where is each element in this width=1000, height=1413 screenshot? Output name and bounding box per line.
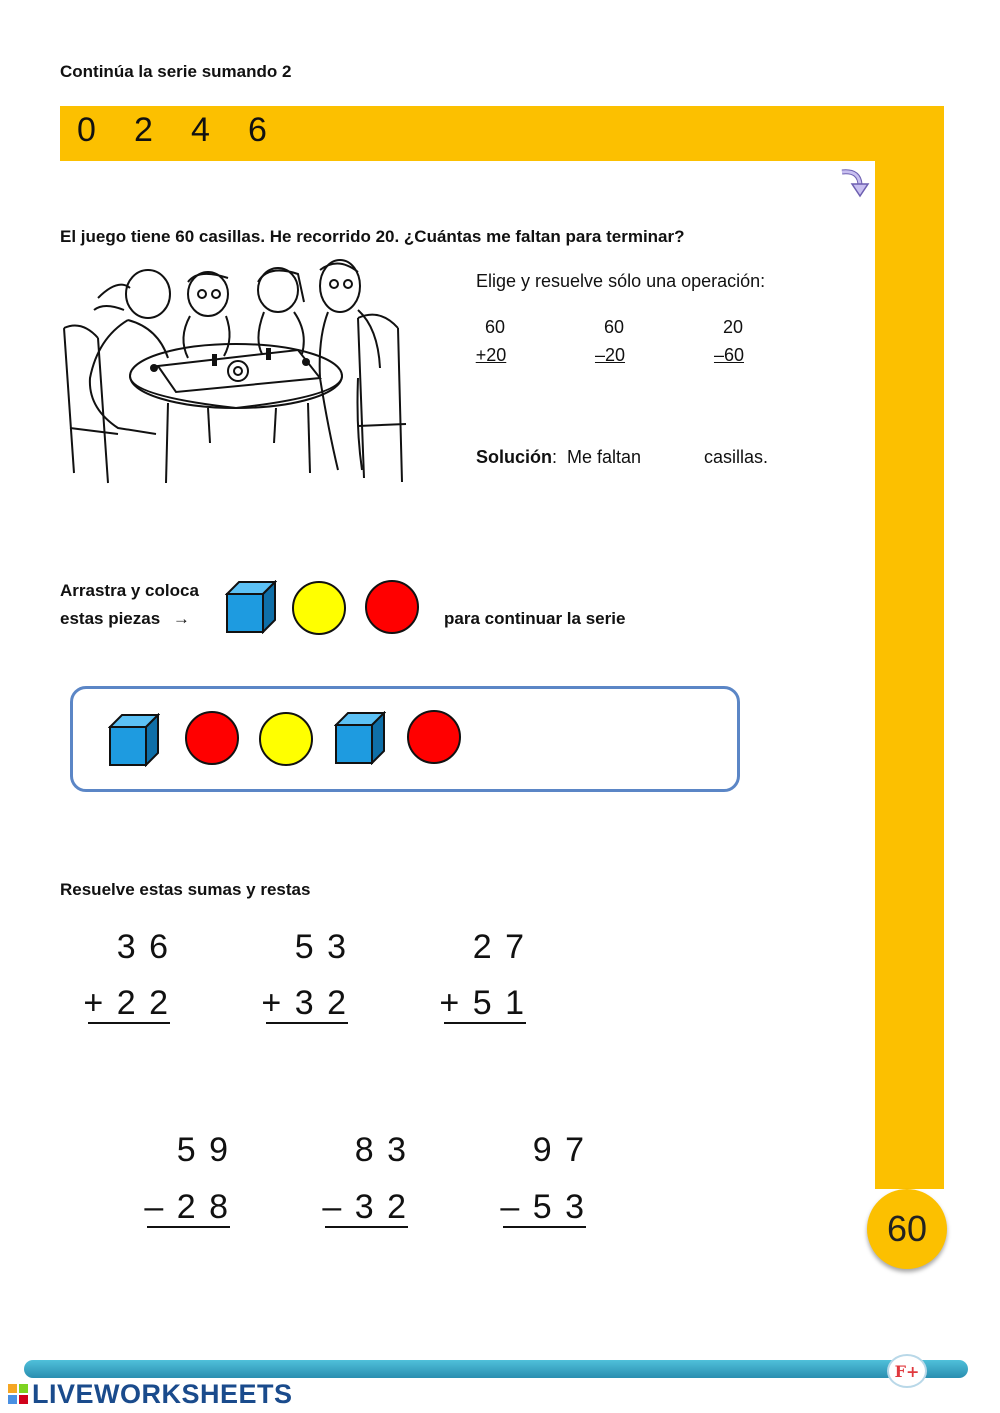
page-number-badge: 60 — [867, 1189, 947, 1269]
operation-top: 60 — [484, 317, 506, 337]
solution-answer-field[interactable] — [645, 444, 700, 470]
sum-answer-field[interactable] — [444, 1028, 526, 1068]
subtraction-line — [503, 1226, 586, 1228]
yellow-circle-piece[interactable] — [292, 581, 346, 635]
operation-bottom[interactable]: –60 — [713, 345, 745, 365]
subtraction-top: 9 7 — [532, 1131, 586, 1169]
series-blue-cube — [108, 713, 160, 767]
series-number: 0 — [77, 111, 96, 149]
sum-answer-field[interactable] — [266, 1028, 348, 1068]
subtraction-answer-field[interactable] — [147, 1232, 230, 1272]
series-number: 4 — [191, 111, 210, 149]
red-circle-piece[interactable] — [365, 580, 419, 634]
series-number: 2 — [134, 111, 153, 149]
liveworksheets-badge[interactable]: F+ — [887, 1354, 927, 1388]
sum-bottom: + 3 2 — [261, 984, 348, 1022]
series-red-circle — [407, 710, 461, 764]
series-number: 6 — [248, 111, 267, 149]
operation-bottom[interactable]: +20 — [475, 345, 507, 365]
pieces-instruction-line1: Arrastra y coloca — [60, 581, 199, 600]
board-game-illustration — [58, 258, 410, 490]
sum-bottom: + 5 1 — [439, 984, 526, 1022]
side-bar — [875, 106, 944, 1189]
curved-arrow-icon — [838, 166, 874, 200]
right-arrow-icon: → — [172, 609, 190, 628]
liveworksheets-logo-icon — [8, 1384, 28, 1404]
operation-bottom[interactable]: –20 — [594, 345, 626, 365]
series-blue-cube — [334, 711, 386, 765]
sum-top: 3 6 — [116, 928, 170, 966]
arithmetic-instruction: Resuelve estas sumas y restas — [60, 880, 311, 899]
footer-bar — [24, 1360, 968, 1378]
sum-answer-field[interactable] — [88, 1028, 170, 1068]
problem-text: El juego tiene 60 casillas. He recorrido 20. ¿Cuántas me faltan para terminar? — [60, 227, 685, 246]
sum-top: 2 7 — [472, 928, 526, 966]
sum-line — [266, 1022, 348, 1024]
operation-top: 20 — [722, 317, 744, 337]
subtraction-bottom: – 5 3 — [500, 1188, 586, 1226]
series-red-circle — [185, 711, 239, 765]
solution-line — [476, 447, 641, 468]
liveworksheets-brand: LIVEWORKSHEETS — [32, 1379, 293, 1409]
sum-top: 5 3 — [294, 928, 348, 966]
continue-series-text: para continuar la serie — [444, 609, 626, 628]
solution-end: casillas. — [704, 447, 769, 467]
solution-label: Solución — [476, 447, 552, 467]
series-yellow-circle — [259, 712, 313, 766]
subtraction-answer-field[interactable] — [325, 1232, 408, 1272]
sum-bottom: + 2 2 — [83, 984, 170, 1022]
subtraction-bottom: – 2 8 — [144, 1188, 230, 1226]
subtraction-bottom: – 3 2 — [322, 1188, 408, 1226]
pieces-instruction-line2: estas piezas → — [60, 609, 190, 628]
sum-line — [88, 1022, 170, 1024]
series-instruction: Continúa la serie sumando 2 — [60, 62, 292, 81]
operation-top: 60 — [603, 317, 625, 337]
operation-prompt: Elige y resuelve sólo una operación: — [476, 271, 766, 291]
subtraction-top: 8 3 — [354, 1131, 408, 1169]
solution-text: : Me faltan — [552, 447, 642, 467]
sum-line — [444, 1022, 526, 1024]
blue-cube-piece[interactable] — [225, 580, 277, 634]
subtraction-answer-field[interactable] — [503, 1232, 586, 1272]
subtraction-line — [325, 1226, 408, 1228]
series-empty-slot[interactable] — [480, 708, 720, 768]
subtraction-top: 5 9 — [176, 1131, 230, 1169]
subtraction-line — [147, 1226, 230, 1228]
